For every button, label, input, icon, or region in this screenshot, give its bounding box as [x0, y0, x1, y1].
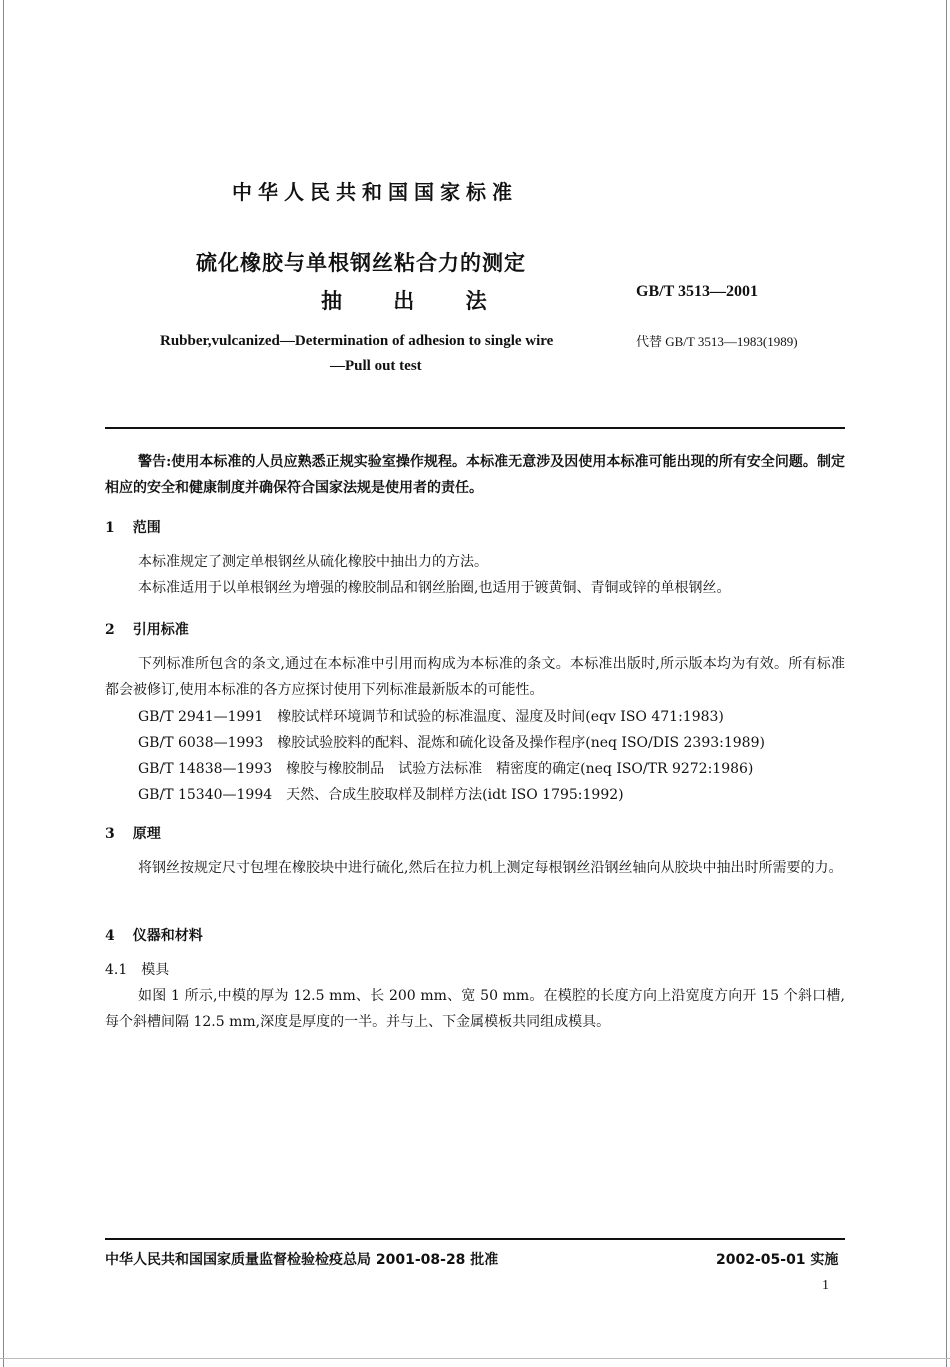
section-2-heading	[105, 619, 189, 639]
section-3-number: 3	[105, 826, 115, 842]
section-1-number: 1	[105, 520, 115, 536]
section-2-number: 2	[105, 622, 115, 638]
subsection-4-1-number: 4.1	[105, 962, 128, 978]
reference-item: GB/T 14838—1993 橡胶与橡胶制品 试验方法标准 精密度的确定(neq ISO/TR 9272:1986)	[138, 761, 754, 777]
title-en-line2: —Pull out test	[330, 358, 422, 374]
section-2-para-1: 下列标准所包含的条文,通过在本标准中引用而构成为本标准的条文。本标准出版时,所示版本均为有效。所有标准都会被修订,使用本标准的各方应探讨使用下列标准最新版本的可能性。	[105, 656, 845, 698]
title-en-line1: Rubber,vulcanized—Determination of adhesion to single wire	[160, 333, 554, 349]
section-4-title: 仪器和材料	[132, 928, 203, 944]
header-rule	[105, 427, 845, 429]
approval-line: 中华人民共和国国家质量监督检验检疫总局 2001-08-28 批准	[105, 1252, 499, 1268]
scan-edge-left	[3, 0, 4, 1367]
subsection-4-1-heading	[105, 960, 169, 980]
replaces-standard: 代替 GB/T 3513—1983(1989)	[636, 334, 798, 349]
reference-item: GB/T 15340—1994 天然、合成生胶取样及制样方法(idt ISO 1795:1992)	[138, 787, 624, 803]
section-1-title: 范围	[132, 520, 161, 536]
scan-edge-bottom	[0, 1358, 950, 1359]
section-3-para-1: 将钢丝按规定尺寸包埋在橡胶块中进行硫化,然后在拉力机上测定每根钢丝沿钢丝轴向从胶块中抽出时所需要的力。	[138, 860, 843, 876]
section-2-title: 引用标准	[132, 622, 189, 638]
section-4-heading	[105, 925, 203, 945]
section-3-heading	[105, 823, 161, 843]
title-cn-line1: 硫化橡胶与单根钢丝粘合力的测定	[196, 251, 526, 275]
implementation-date: 2002-05-01 实施	[716, 1252, 839, 1268]
section-4-number: 4	[105, 928, 115, 944]
standard-code: GB/T 3513—2001	[636, 283, 758, 300]
footer-rule	[105, 1238, 845, 1240]
reference-item: GB/T 2941—1991 橡胶试样环境调节和试验的标准温度、湿度及时间(eqv ISO 471:1983)	[138, 709, 724, 725]
scan-edge-right	[946, 0, 947, 1367]
page-number: 1	[822, 1278, 829, 1293]
warning-text: 警告:使用本标准的人员应熟悉正规实验室操作规程。本标准无意涉及因使用本标准可能出现的所有安全问题。制定相应的安全和健康制度并确保符合国家法规是使用者的责任。	[105, 454, 845, 496]
subsection-4-1-title: 模具	[141, 962, 170, 978]
section-1-heading	[105, 517, 161, 537]
national-standard-heading: 中华人民共和国国家标准	[232, 180, 518, 204]
section-1-para-2: 本标准适用于以单根钢丝为增强的橡胶制品和钢丝胎圈,也适用于镀黄铜、青铜或锌的单根钢丝。	[138, 580, 731, 596]
reference-item: GB/T 6038—1993 橡胶试验胶料的配料、混炼和硫化设备及操作程序(neq ISO/DIS 2393:1989)	[138, 735, 765, 751]
title-cn-line2: 抽 出 法	[321, 289, 509, 313]
section-3-title: 原理	[132, 826, 161, 842]
section-1-para-1: 本标准规定了测定单根钢丝从硫化橡胶中抽出力的方法。	[138, 554, 488, 570]
section-4-1-para-1: 如图 1 所示,中模的厚为 12.5 mm、长 200 mm、宽 50 mm。在模腔的长度方向上沿宽度方向开 15 个斜口槽,每个斜槽间隔 12.5 mm,深度是厚度的一半。并与上、下金属模板共同组成模具。	[105, 988, 845, 1030]
